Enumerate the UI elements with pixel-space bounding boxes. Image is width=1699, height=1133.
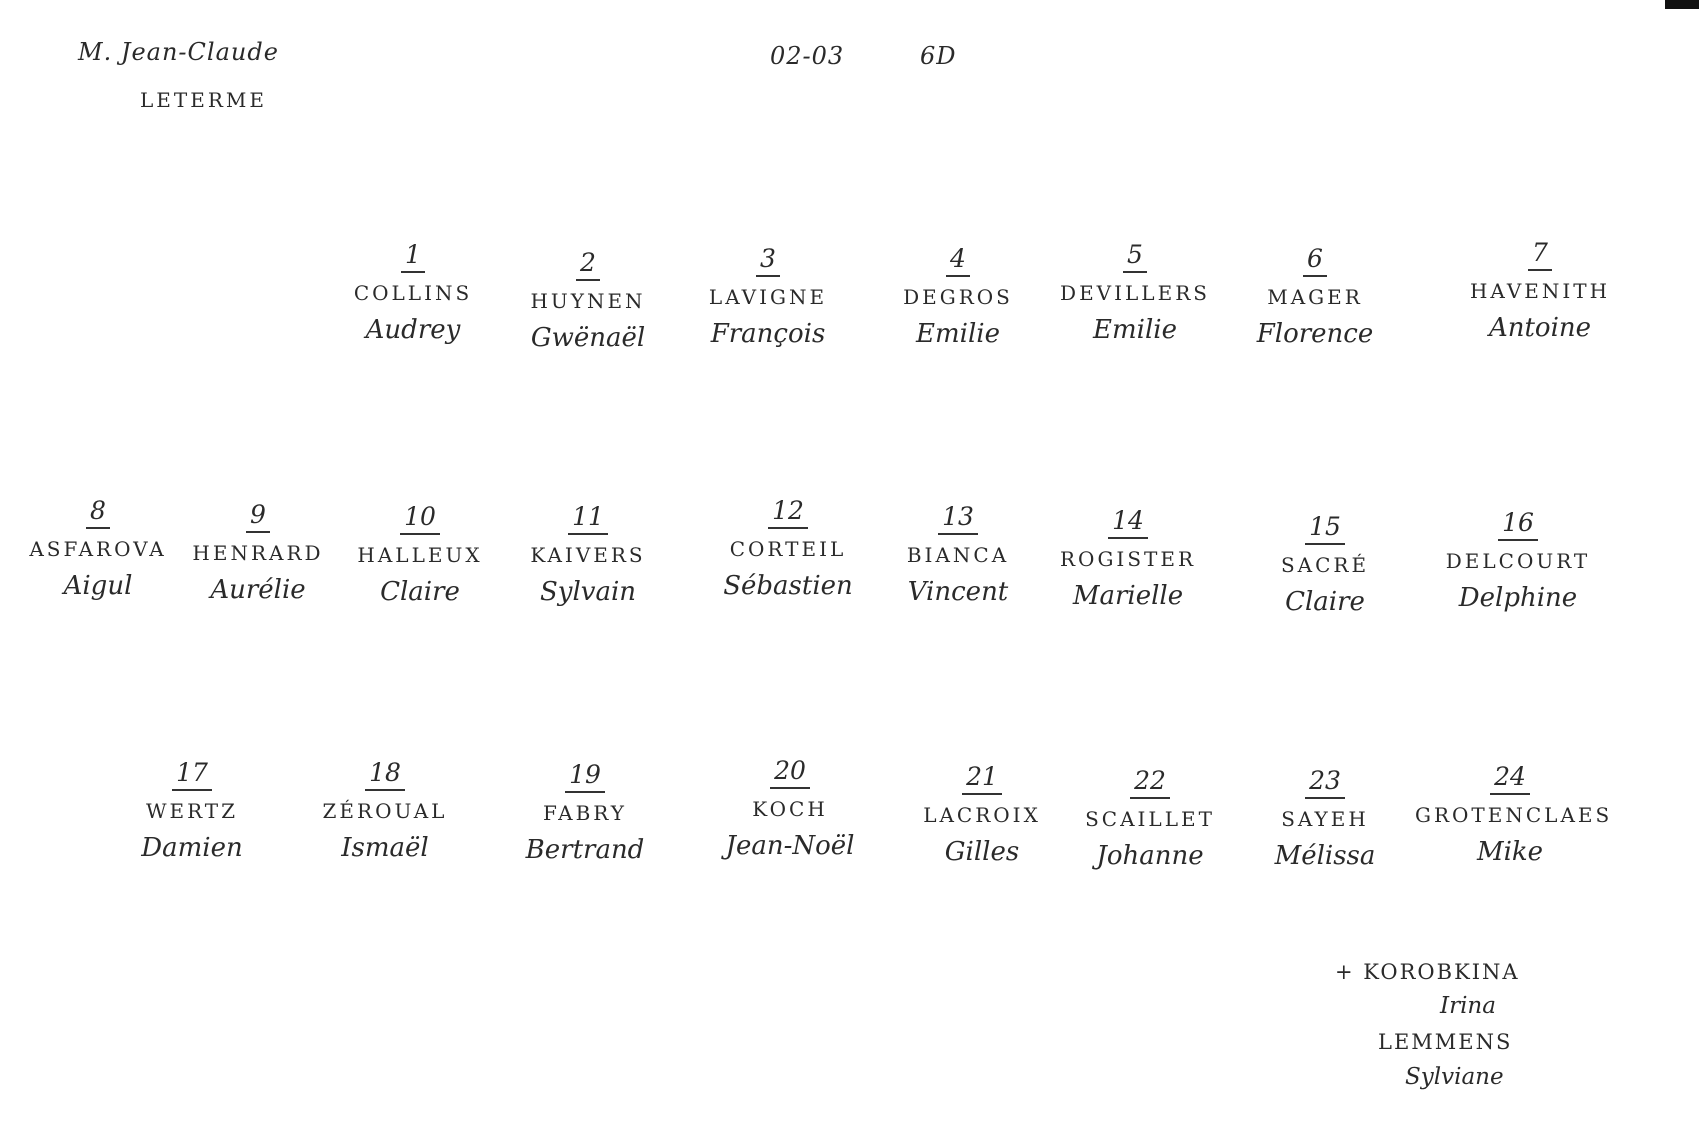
seat-number: 9 — [246, 500, 270, 533]
student-last-name: ASFAROVA — [29, 537, 167, 561]
student-first-name: Vincent — [907, 577, 1009, 607]
student-last-name: KAIVERS — [530, 543, 646, 567]
student-first-name: Bertrand — [525, 835, 645, 865]
student-last-name: DEVILLERS — [1060, 281, 1210, 305]
student-last-name: LACROIX — [923, 803, 1041, 827]
student-first-name: Emilie — [1093, 315, 1177, 345]
student-last-name: CORTEIL — [729, 537, 847, 561]
student-first-name: François — [710, 319, 826, 349]
student-first-name: Delphine — [1458, 583, 1578, 613]
seat-number: 15 — [1305, 512, 1345, 545]
seat-number: 12 — [768, 496, 808, 529]
student-first-name: Emilie — [916, 319, 1000, 349]
seat-number: 5 — [1123, 240, 1147, 273]
seat — [1415, 762, 1613, 867]
seat — [97, 758, 287, 863]
student-last-name: HUYNEN — [530, 289, 646, 313]
student-first-name: Sylvain — [539, 577, 637, 607]
seat — [673, 244, 863, 349]
seat-number: 16 — [1498, 508, 1538, 541]
seat — [290, 758, 480, 863]
student-first-name: Marielle — [1072, 581, 1184, 611]
seat — [1040, 240, 1230, 345]
seat — [693, 496, 883, 601]
student-first-name: Sébastien — [723, 571, 853, 601]
seat-number: 8 — [86, 496, 110, 529]
student-first-name: Ismaël — [341, 833, 429, 863]
seat — [695, 756, 885, 861]
seat — [887, 762, 1077, 867]
seat-number: 10 — [400, 502, 440, 535]
seat — [863, 502, 1053, 607]
seat-number: 24 — [1490, 762, 1530, 795]
student-last-name: BIANCA — [906, 543, 1010, 567]
seat — [318, 240, 508, 345]
student-last-name: MAGER — [1267, 285, 1363, 309]
seat-number: 17 — [172, 758, 212, 791]
seat — [1423, 508, 1613, 613]
teacher-name: M. Jean-Claude — [78, 38, 279, 66]
student-last-name: DEGROS — [903, 285, 1013, 309]
seat-number: 21 — [962, 762, 1002, 795]
student-last-name: LAVIGNE — [708, 285, 828, 309]
seat-number: 14 — [1108, 506, 1148, 539]
student-first-name: Aurélie — [210, 575, 306, 605]
seat-number: 22 — [1130, 766, 1170, 799]
seat — [325, 502, 515, 607]
seat-number: 19 — [565, 760, 605, 793]
student-last-name: ZÉROUAL — [322, 799, 448, 823]
student-last-name: SCAILLET — [1085, 807, 1215, 831]
student-last-name: SACRÉ — [1280, 553, 1370, 577]
student-first-name: Gilles — [944, 837, 1020, 867]
extra-student-first-name: Irina — [1440, 993, 1496, 1019]
student-first-name: Gwënaël — [530, 323, 646, 353]
seat-number: 13 — [938, 502, 978, 535]
seat — [1445, 238, 1635, 343]
teacher-surname: LETERME — [140, 88, 267, 112]
seat-number: 6 — [1303, 244, 1327, 277]
student-first-name: Florence — [1256, 319, 1374, 349]
student-first-name: Jean-Noël — [725, 831, 855, 861]
student-first-name: Antoine — [1488, 313, 1592, 343]
extra-student-last-name: LEMMENS — [1378, 1030, 1513, 1054]
student-first-name: Mike — [1476, 837, 1544, 867]
seat-number: 2 — [576, 248, 600, 281]
student-last-name: DELCOURT — [1445, 549, 1591, 573]
seat-number: 3 — [756, 244, 780, 277]
student-last-name: HAVENITH — [1469, 279, 1611, 303]
seat — [493, 502, 683, 607]
student-last-name: COLLINS — [353, 281, 473, 305]
student-last-name: FABRY — [543, 801, 627, 825]
student-last-name: HENRARD — [192, 541, 324, 565]
seat — [863, 244, 1053, 349]
seat — [493, 248, 683, 353]
seat-number: 7 — [1528, 238, 1552, 271]
extra-student-first-name: Sylviane — [1405, 1064, 1504, 1090]
seat-number: 1 — [401, 240, 425, 273]
seat — [1055, 766, 1245, 871]
student-first-name: Claire — [1285, 587, 1365, 617]
seat-number: 4 — [946, 244, 970, 277]
extra-student-last-name: + KOROBKINA — [1335, 960, 1520, 984]
seat-number: 20 — [770, 756, 810, 789]
student-last-name: HALLEUX — [357, 543, 483, 567]
student-first-name: Aigul — [63, 571, 133, 601]
seat-number: 18 — [365, 758, 405, 791]
student-last-name: GROTENCLAES — [1415, 803, 1613, 827]
scan-corner-mark — [1665, 0, 1699, 9]
class-label: 6D — [920, 42, 957, 70]
student-last-name: SAYEH — [1281, 807, 1369, 831]
seat — [1220, 244, 1410, 349]
student-last-name: KOCH — [752, 797, 828, 821]
student-first-name: Claire — [380, 577, 460, 607]
seat — [1033, 506, 1223, 611]
student-last-name: WERTZ — [145, 799, 239, 823]
student-first-name: Johanne — [1096, 841, 1204, 871]
seat-number: 11 — [568, 502, 608, 535]
seat-number: 23 — [1305, 766, 1345, 799]
student-last-name: ROGISTER — [1059, 547, 1197, 571]
seat — [1230, 766, 1420, 871]
student-first-name: Audrey — [365, 315, 461, 345]
student-first-name: Mélissa — [1274, 841, 1376, 871]
student-first-name: Damien — [141, 833, 243, 863]
school-year: 02-03 — [770, 42, 845, 70]
seat — [1230, 512, 1420, 617]
seat — [490, 760, 680, 865]
